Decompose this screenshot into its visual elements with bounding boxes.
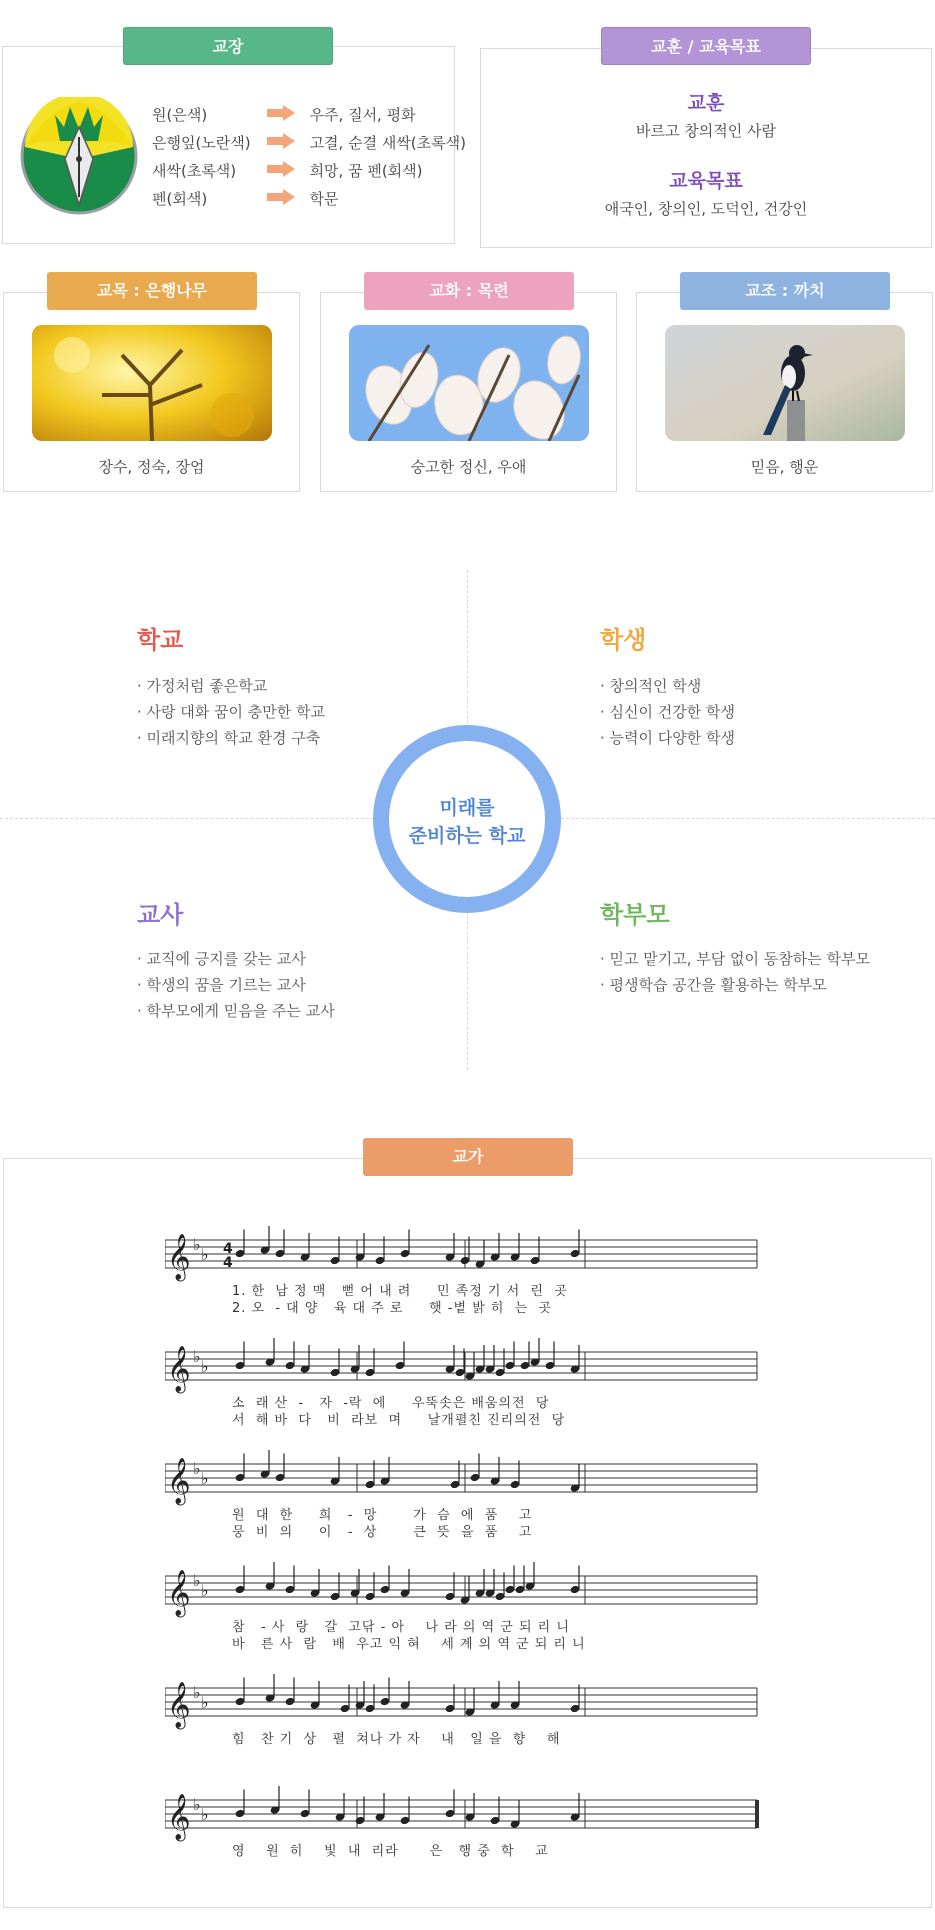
school-bird-tag: 교조 : 까치 (680, 272, 890, 310)
svg-text:𝄞: 𝄞 (167, 1570, 191, 1616)
svg-text:𝄞: 𝄞 (167, 1458, 191, 1504)
svg-text:♭: ♭ (193, 1683, 201, 1702)
lyric-line: 힘 찬 기 상 펼 쳐나 가 자 내 일 을 향 해 (232, 1732, 561, 1747)
list-item: · 심신이 건강한 학생 (600, 703, 735, 721)
svg-text:♭: ♭ (193, 1459, 201, 1478)
vision-student-list (600, 673, 735, 751)
emblem-value: 우주, 질서, 평화 (309, 106, 416, 124)
school-flower-tag: 교화 : 목련 (364, 272, 574, 310)
list-item: · 평생학습 공간을 활용하는 학부모 (600, 976, 827, 994)
list-item: · 믿고 맡기고, 부담 없이 동참하는 학부모 (600, 950, 870, 968)
vision-teacher-list (137, 946, 335, 1024)
emblem-key: 펜(회색) (152, 190, 208, 208)
lyric-line: 2. 오 - 대 양 육 대 주 로 햇 -볕 밝 히 는 곳 (232, 1301, 553, 1316)
emblem-key: 원(은색) (152, 106, 208, 124)
school-song-tag: 교가 (363, 1138, 573, 1176)
emblem-tag: 교장 (123, 27, 333, 65)
school-tree-caption: 장수, 정숙, 장엄 (98, 458, 205, 476)
arrow-right-icon (267, 186, 295, 214)
svg-text:♭: ♭ (193, 1571, 201, 1590)
emblem-value: 학문 (309, 190, 339, 208)
arrow-right-icon (267, 158, 295, 186)
emblem-row (152, 101, 416, 129)
magpie-photo (665, 325, 905, 441)
svg-text:♭: ♭ (201, 1245, 209, 1264)
arrow-right-icon (267, 130, 295, 158)
svg-text:𝄞: 𝄞 (167, 1234, 191, 1280)
goal-title: 교육목표 (669, 170, 743, 192)
svg-text:♭: ♭ (201, 1805, 209, 1824)
emblem-row (152, 157, 423, 185)
svg-text:♭: ♭ (193, 1347, 201, 1366)
ginkgo-tree-photo (32, 325, 272, 441)
school-emblem-logo (20, 97, 138, 215)
lyric-line: 원 대 한 희 - 망 가 슴 에 품 고 (232, 1508, 533, 1523)
lyric-line: 참 - 사 랑 갈 고닦 - 아 나 라 의 역 군 되 리 니 (232, 1620, 570, 1635)
svg-text:𝄞: 𝄞 (167, 1346, 191, 1392)
goal-text: 애국인, 창의인, 도덕인, 건강인 (604, 200, 808, 218)
svg-text:♭: ♭ (201, 1357, 209, 1376)
vision-school-list (137, 673, 325, 751)
svg-text:4: 4 (223, 1255, 233, 1271)
magnolia-photo (349, 325, 589, 441)
school-bird-caption: 믿음, 행운 (750, 458, 819, 476)
list-item: · 교직에 긍지를 갖는 교사 (137, 950, 306, 968)
lyric-line: 바 른 사 람 배 우고 익 혀 세 계 의 역 군 되 리 니 (232, 1637, 586, 1652)
school-flower-caption: 숭고한 정신, 우애 (410, 458, 527, 476)
lyric-line: 뭉 비 의 이 - 상 큰 뜻 을 품 고 (232, 1525, 533, 1540)
vision-parent-title: 학부모 (600, 901, 670, 929)
svg-text:♭: ♭ (201, 1469, 209, 1488)
motto-tag: 교훈 / 교육목표 (601, 27, 811, 65)
svg-text:4: 4 (223, 1241, 233, 1257)
list-item: · 학생의 꿈을 기르는 교사 (137, 976, 306, 994)
vision-parent-list (600, 946, 870, 998)
list-item: · 능력이 다양한 학생 (600, 729, 735, 747)
vision-school-title: 학교 (137, 626, 184, 654)
emblem-key: 새싹(초록색) (152, 162, 237, 180)
svg-text:♭: ♭ (193, 1235, 201, 1254)
list-item: · 창의적인 학생 (600, 677, 702, 695)
vision-student-title: 학생 (600, 626, 647, 654)
emblem-row (152, 129, 466, 157)
list-item: · 사랑 대화 꿈이 충만한 학교 (137, 703, 325, 721)
svg-text:𝄞: 𝄞 (167, 1794, 191, 1840)
list-item: · 학부모에게 믿음을 주는 교사 (137, 1002, 335, 1020)
svg-text:𝄞: 𝄞 (167, 1682, 191, 1728)
emblem-value: 희망, 꿈 펜(회색) (309, 162, 423, 180)
school-tree-tag: 교목 : 은행나무 (47, 272, 257, 310)
arrow-right-icon (267, 102, 295, 130)
vision-center-line2: 준비하는 학교 (408, 825, 526, 847)
emblem-value: 고결, 순결 새싹(초록색) (309, 134, 466, 152)
lyric-line: 1. 한 남 정 맥 뻗 어 내 려 민 족정 기 서 린 곳 (232, 1284, 568, 1299)
lyric-line: 영 원 히 빛 내 리라 은 행 중 학 교 (232, 1844, 549, 1859)
svg-text:♭: ♭ (201, 1581, 209, 1600)
lyric-line: 소 래 산 - 자 -락 에 우뚝솟은 배움의전 당 (232, 1396, 550, 1411)
vision-teacher-title: 교사 (137, 901, 184, 929)
list-item: · 가정처럼 좋은학교 (137, 677, 268, 695)
emblem-key: 은행잎(노란색) (152, 134, 251, 152)
list-item: · 미래지향의 학교 환경 구축 (137, 729, 321, 747)
svg-text:♭: ♭ (193, 1795, 201, 1814)
emblem-row (152, 185, 339, 213)
motto-title: 교훈 (687, 92, 725, 114)
svg-text:♭: ♭ (201, 1693, 209, 1712)
motto-text: 바르고 창의적인 사람 (636, 122, 776, 140)
vision-center-line1: 미래를 (439, 797, 495, 819)
lyric-line: 서 해 바 다 비 라보 며 날개펼친 진리의전 당 (232, 1413, 566, 1428)
